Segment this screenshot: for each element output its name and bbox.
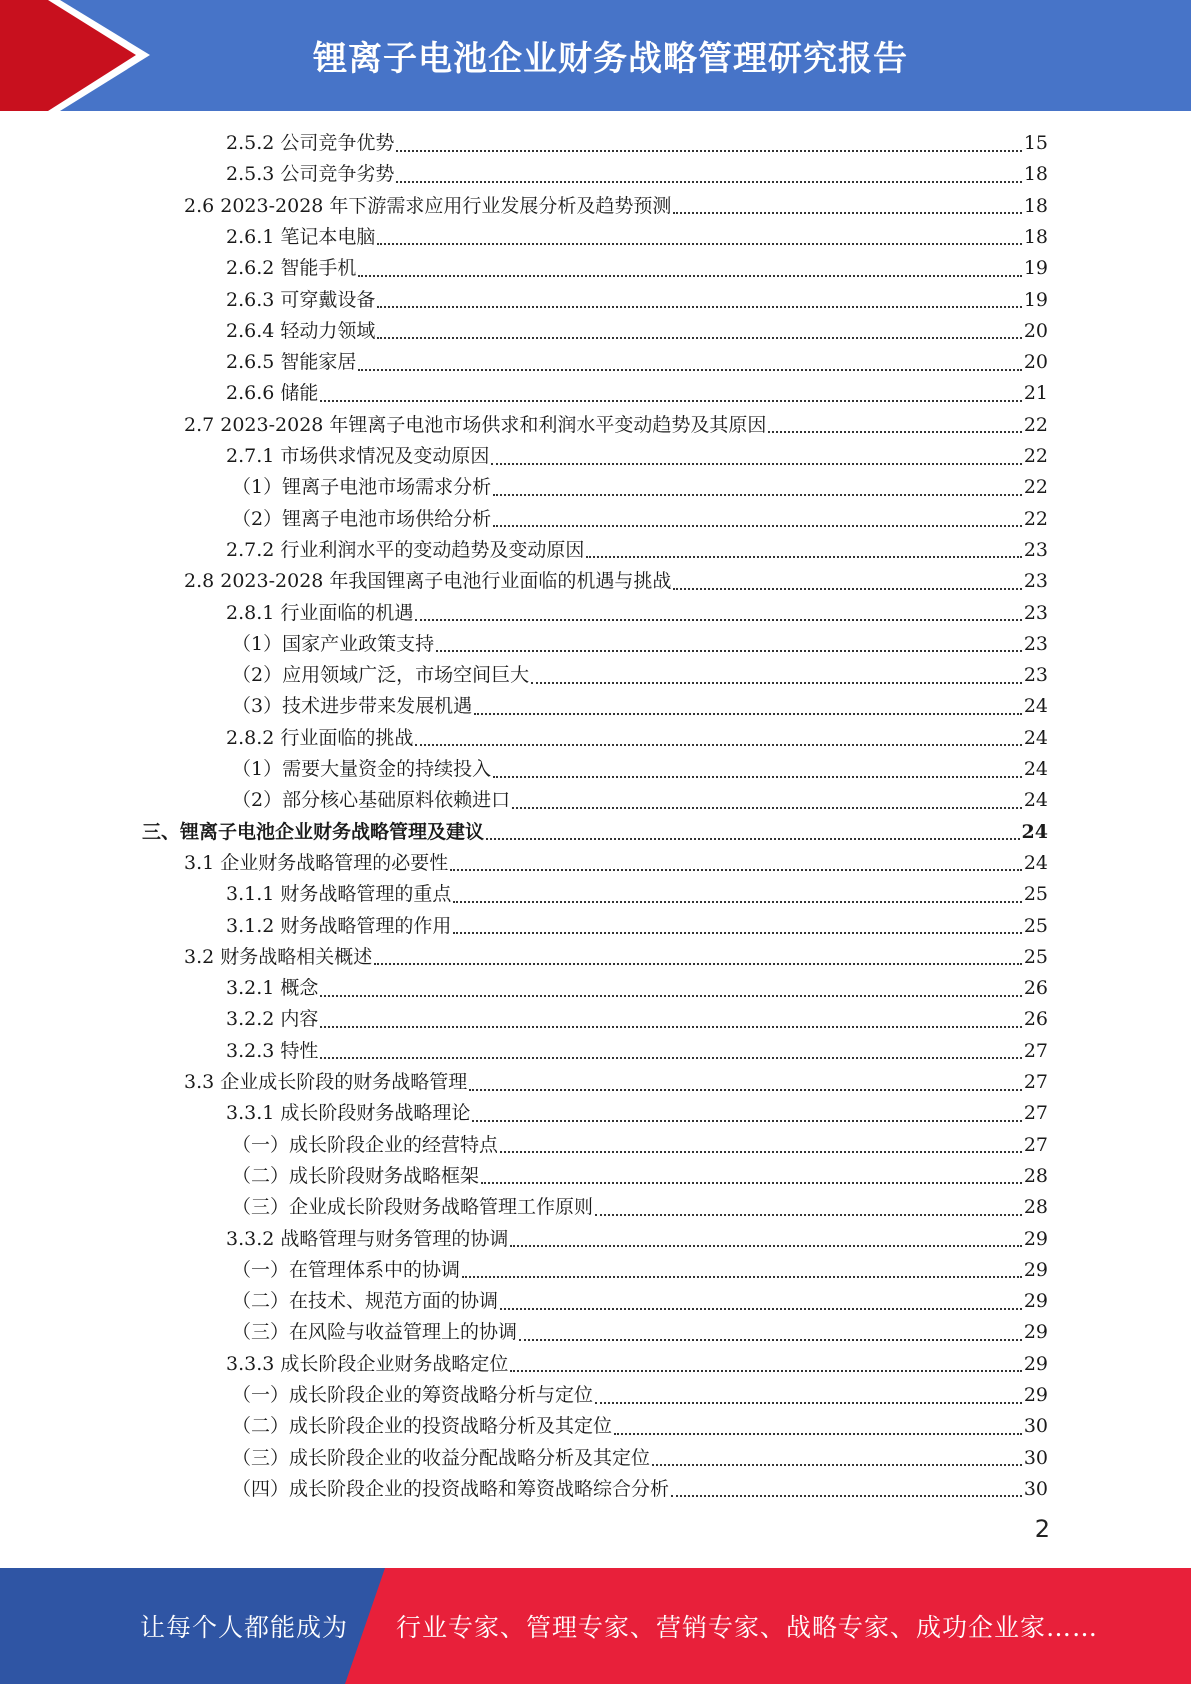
toc-entry-label: 2.7 2023-2028 年锂离子电池市场供求和利润水平变动趋势及其原因: [184, 413, 767, 436]
toc-entry[interactable]: [226, 598, 1048, 629]
toc-entry[interactable]: [226, 253, 1048, 284]
toc-dot-leader: [493, 494, 1022, 496]
toc-entry-page: 24: [1021, 820, 1048, 843]
toc-entry[interactable]: [232, 660, 1048, 691]
toc-entry-page: 25: [1023, 914, 1048, 937]
toc-dot-leader: [320, 400, 1021, 402]
page-footer: [0, 1568, 1191, 1684]
toc-entry[interactable]: [184, 848, 1048, 879]
chevron-arrow-icon: [0, 0, 150, 111]
toc-dot-leader: [614, 1433, 1022, 1435]
toc-dot-leader: [673, 588, 1021, 590]
toc-dot-leader: [652, 1464, 1022, 1466]
toc-dot-leader: [510, 1370, 1021, 1372]
toc-entry[interactable]: [232, 472, 1048, 503]
toc-entry-page: 29: [1023, 1321, 1048, 1344]
toc-entry[interactable]: [226, 128, 1048, 159]
toc-dot-leader: [436, 650, 1022, 652]
toc-dot-leader: [768, 431, 1021, 433]
toc-entry-label: （一）在管理体系中的协调: [232, 1258, 461, 1281]
toc-entry[interactable]: [232, 629, 1048, 660]
toc-entry-page: 21: [1023, 382, 1048, 405]
toc-dot-leader: [586, 556, 1021, 558]
toc-dot-leader: [358, 369, 1021, 371]
toc-entry-label: 3.1 企业财务战略管理的必要性: [184, 851, 449, 874]
toc-entry-label: （1）锂离子电池市场需求分析: [232, 476, 492, 499]
toc-entry-page: 26: [1023, 1008, 1048, 1031]
toc-entry-page: 29: [1023, 1384, 1048, 1406]
toc-entry-page: 25: [1023, 945, 1048, 968]
toc-entry-page: 15: [1023, 132, 1048, 154]
toc-entry-page: 30: [1023, 1477, 1048, 1500]
toc-entry-label: 2.6.2 智能手机: [226, 257, 357, 280]
toc-entry-label: 2.6.1 笔记本电脑: [226, 225, 376, 248]
toc-entry-page: 27: [1023, 1133, 1048, 1156]
toc-dot-leader: [377, 306, 1021, 308]
toc-entry-page: 22: [1023, 476, 1048, 499]
toc-dot-leader: [377, 243, 1021, 245]
toc-dot-leader: [512, 807, 1022, 809]
toc-entry[interactable]: [142, 817, 1048, 848]
toc-entry-page: 18: [1023, 194, 1048, 217]
toc-entry[interactable]: [184, 942, 1048, 973]
toc-entry[interactable]: [226, 911, 1048, 942]
toc-entry-label: 3.1.2 财务战略管理的作用: [226, 914, 452, 937]
toc-entry-label: 2.8.1 行业面临的机遇: [226, 601, 414, 624]
toc-entry-page: 22: [1023, 507, 1048, 530]
toc-dot-leader: [415, 744, 1021, 746]
toc-dot-leader: [493, 776, 1022, 778]
toc-entry[interactable]: [226, 973, 1048, 1004]
toc-entry-page: 24: [1023, 851, 1048, 874]
toc-dot-leader: [481, 1182, 1022, 1184]
toc-entry-label: （三）成长阶段企业的收益分配战略分析及其定位: [232, 1446, 651, 1469]
toc-entry[interactable]: [184, 410, 1048, 441]
toc-entry[interactable]: [226, 1036, 1048, 1067]
toc-entry-page: 27: [1023, 1102, 1048, 1125]
toc-dot-leader: [474, 713, 1022, 715]
toc-dot-leader: [374, 963, 1022, 965]
toc-entry-page: 24: [1023, 726, 1048, 749]
toc-entry-page: 24: [1023, 695, 1048, 718]
toc-entry[interactable]: [226, 723, 1048, 754]
toc-entry[interactable]: [226, 879, 1048, 910]
toc-entry-page: 29: [1023, 1290, 1048, 1313]
toc-entry-page: 24: [1023, 758, 1048, 780]
toc-dot-leader: [453, 932, 1021, 934]
toc-entry[interactable]: [226, 159, 1048, 190]
toc-dot-leader: [671, 1495, 1022, 1497]
report-title: 锂离子电池企业财务战略管理研究报告: [313, 39, 908, 79]
toc-dot-leader: [396, 150, 1021, 152]
toc-dot-leader: [462, 1276, 1022, 1278]
toc-dot-leader: [595, 1402, 1022, 1404]
toc-dot-leader: [493, 525, 1022, 527]
toc-entry[interactable]: [232, 1286, 1048, 1317]
toc-entry-page: 29: [1023, 1227, 1048, 1250]
toc-entry[interactable]: [226, 285, 1048, 316]
toc-dot-leader: [415, 619, 1021, 621]
toc-entry-page: 22: [1023, 413, 1048, 436]
toc-entry-page: 22: [1023, 445, 1048, 467]
toc-entry-label: 3.2 财务战略相关概述: [184, 945, 373, 968]
toc-entry[interactable]: [232, 1255, 1048, 1286]
toc-entry[interactable]: [232, 1192, 1048, 1223]
toc-entry-label: 2.6.3 可穿戴设备: [226, 288, 376, 311]
toc-dot-leader: [491, 463, 1021, 465]
toc-entry[interactable]: [226, 535, 1048, 566]
toc-entry-label: 3.3.1 成长阶段财务战略理论: [226, 1102, 471, 1125]
toc-dot-leader: [320, 1057, 1021, 1059]
toc-entry-label: （2）应用领域广泛，市场空间巨大: [232, 664, 530, 687]
footer-slogan-right: 行业专家、管理专家、营销专家、战略专家、成功企业家……: [396, 1613, 1099, 1642]
toc-dot-leader: [450, 869, 1022, 871]
toc-entry-page: 23: [1023, 632, 1048, 655]
footer-slogan-left: 让每个人都能成为: [140, 1613, 349, 1642]
toc-entry[interactable]: [226, 222, 1048, 253]
toc-entry-label: 2.8.2 行业面临的挑战: [226, 726, 414, 749]
toc-entry-label: （三）在风险与收益管理上的协调: [232, 1321, 518, 1344]
toc-entry-page: 25: [1023, 883, 1048, 906]
toc-dot-leader: [320, 1026, 1021, 1028]
toc-entry[interactable]: [184, 1067, 1048, 1098]
toc-dot-leader: [453, 901, 1021, 903]
toc-entry-label: （一）成长阶段企业的经营特点: [232, 1133, 499, 1156]
toc-entry-label: 三、锂离子电池企业财务战略管理及建议: [142, 820, 485, 843]
toc-entry-page: 29: [1023, 1352, 1048, 1375]
toc-entry[interactable]: [232, 691, 1048, 722]
toc-entry-label: 2.6.5 智能家居: [226, 351, 357, 374]
toc-dot-leader: [500, 1151, 1022, 1153]
toc-dot-leader: [595, 1214, 1022, 1216]
toc-entry-page: 19: [1023, 288, 1048, 311]
toc-entry-label: 3.1.1 财务战略管理的重点: [226, 883, 452, 906]
toc-entry-label: 3.2.2 内容: [226, 1008, 319, 1031]
toc-entry[interactable]: [232, 785, 1048, 816]
toc-entry-page: 23: [1023, 664, 1048, 687]
toc-entry[interactable]: [226, 441, 1048, 472]
toc-entry[interactable]: [226, 1349, 1048, 1380]
toc-dot-leader: [472, 1120, 1021, 1122]
toc-entry-label: 2.5.2 公司竞争优势: [226, 132, 395, 154]
toc-entry[interactable]: [226, 1224, 1048, 1255]
toc-entry-label: 3.3.2 战略管理与财务管理的协调: [226, 1227, 509, 1250]
toc-entry-page: 28: [1023, 1196, 1048, 1219]
toc-entry-page: 27: [1023, 1071, 1048, 1093]
toc-dot-leader: [519, 1339, 1022, 1341]
toc-dot-leader: [396, 181, 1021, 183]
toc-entry-label: （二）在技术、规范方面的协调: [232, 1290, 499, 1313]
toc-entry-page: 20: [1023, 351, 1048, 374]
toc-dot-leader: [320, 995, 1021, 997]
toc-dot-leader: [500, 1308, 1022, 1310]
toc-entry-label: （三）企业成长阶段财务战略管理工作原则: [232, 1196, 594, 1219]
toc-entry[interactable]: [232, 1130, 1048, 1161]
toc-entry-page: 18: [1023, 163, 1048, 186]
toc-entry[interactable]: [232, 1474, 1048, 1505]
toc-entry-label: 2.8 2023-2028 年我国锂离子电池行业面临的机遇与挑战: [184, 570, 672, 593]
toc-entry-label: （1）国家产业政策支持: [232, 632, 435, 655]
toc-entry-label: （1）需要大量资金的持续投入: [232, 758, 492, 780]
toc-entry-label: 2.6.4 轻动力领域: [226, 319, 376, 342]
toc-entry[interactable]: [226, 316, 1048, 347]
toc-entry-label: 2.7.1 市场供求情况及变动原因: [226, 445, 490, 467]
toc-dot-leader: [486, 838, 1020, 840]
toc-entry-label: 3.3 企业成长阶段的财务战略管理: [184, 1071, 468, 1093]
toc-entry-label: 3.2.1 概念: [226, 977, 319, 1000]
toc-entry-label: （2）锂离子电池市场供给分析: [232, 507, 492, 530]
toc-entry-label: （二）成长阶段财务战略框架: [232, 1164, 480, 1187]
toc-entry[interactable]: [184, 191, 1048, 222]
toc-dot-leader: [358, 275, 1021, 277]
toc-entry[interactable]: [232, 1161, 1048, 1192]
toc-dot-leader: [531, 682, 1022, 684]
toc-entry[interactable]: [226, 1004, 1048, 1035]
toc-entry[interactable]: [226, 378, 1048, 409]
toc-entry-page: 27: [1023, 1039, 1048, 1062]
toc-dot-leader: [510, 1245, 1021, 1247]
toc-entry[interactable]: [232, 1317, 1048, 1348]
toc-entry-page: 30: [1023, 1415, 1048, 1438]
toc-entry-label: 2.6 2023-2028 年下游需求应用行业发展分析及趋势预测: [184, 194, 672, 217]
toc-entry-label: 3.2.3 特性: [226, 1039, 319, 1062]
toc-entry[interactable]: [226, 347, 1048, 378]
page-number: 2: [1034, 1515, 1050, 1543]
toc-entry[interactable]: [232, 1380, 1048, 1411]
toc-entry[interactable]: [232, 754, 1048, 785]
toc-entry-page: 20: [1023, 319, 1048, 342]
toc-entry-page: 18: [1023, 225, 1048, 248]
toc-entry-label: 2.6.6 储能: [226, 382, 319, 405]
toc-entry-label: （一）成长阶段企业的筹资战略分析与定位: [232, 1384, 594, 1406]
toc-entry-label: 2.7.2 行业利润水平的变动趋势及变动原因: [226, 538, 585, 561]
toc-entry-page: 23: [1023, 601, 1048, 624]
toc-entry-page: 19: [1023, 257, 1048, 280]
toc-dot-leader: [673, 212, 1021, 214]
toc-dot-leader: [377, 337, 1021, 339]
toc-entry-page: 24: [1023, 789, 1048, 812]
toc-entry-label: 3.3.3 成长阶段企业财务战略定位: [226, 1352, 509, 1375]
toc-entry-label: （四）成长阶段企业的投资战略和筹资战略综合分析: [232, 1477, 670, 1500]
toc-entry-label: （2）部分核心基础原料依赖进口: [232, 789, 511, 812]
toc-entry[interactable]: [226, 1098, 1048, 1129]
page-header: [0, 0, 1191, 111]
toc-entry-label: （二）成长阶段企业的投资战略分析及其定位: [232, 1415, 613, 1438]
toc-entry-label: （3）技术进步带来发展机遇: [232, 695, 473, 718]
toc-dot-leader: [469, 1089, 1022, 1091]
toc-entry-page: 23: [1023, 570, 1048, 593]
toc-entry[interactable]: [232, 504, 1048, 535]
toc-entry[interactable]: [232, 1443, 1048, 1474]
toc-entry-page: 26: [1023, 977, 1048, 1000]
toc-entry-page: 29: [1023, 1258, 1048, 1281]
toc-entry-label: 2.5.3 公司竞争劣势: [226, 163, 395, 186]
toc-entry-page: 23: [1023, 538, 1048, 561]
toc-entry[interactable]: [184, 566, 1048, 597]
toc-entry[interactable]: [232, 1411, 1048, 1442]
toc-entry-page: 30: [1023, 1446, 1048, 1469]
toc-entry-page: 28: [1023, 1164, 1048, 1187]
